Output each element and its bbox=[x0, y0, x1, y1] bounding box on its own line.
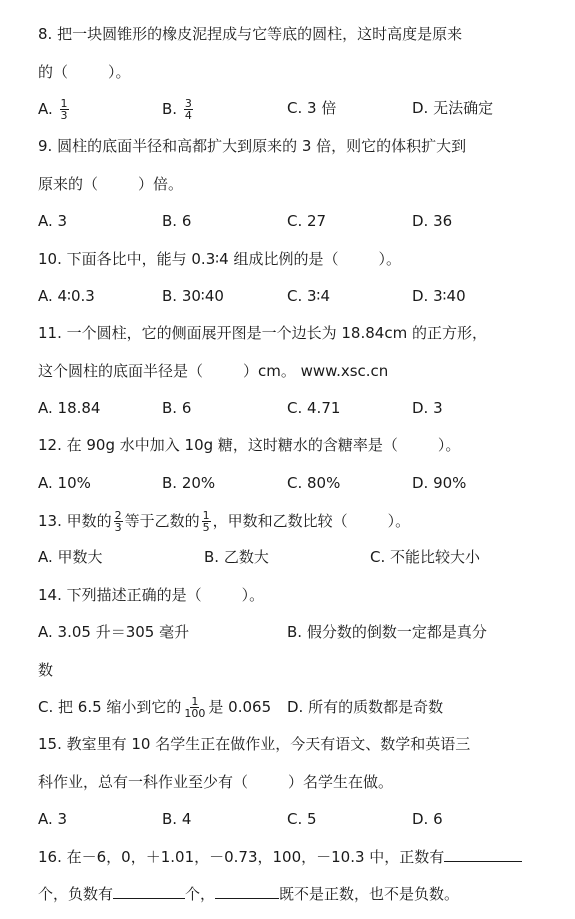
q8-option-c: C. 3 倍 bbox=[287, 99, 337, 117]
q14-option-b-line1: B. 假分数的倒数一定都是真分 bbox=[287, 623, 487, 641]
q12-option-c: C. 80% bbox=[287, 474, 341, 492]
answer-underline bbox=[113, 884, 185, 899]
q13-option-b: B. 乙数大 bbox=[204, 548, 269, 566]
q9-option-b: B. 6 bbox=[162, 212, 192, 230]
answer-underline bbox=[444, 847, 522, 862]
q11-option-c: C. 4.71 bbox=[287, 399, 341, 417]
q13-option-c: C. 不能比较大小 bbox=[370, 548, 481, 566]
q14-option-c: C. 把 6.5 缩小到它的 $\frac{1}{100}$ 是 0.065 bbox=[38, 695, 272, 720]
q14-stem: 14. 下列描述正确的是（ ）。 bbox=[38, 586, 265, 604]
fraction: $\frac{1}{100}$ bbox=[184, 695, 206, 720]
q10-option-c: C. 3∶4 bbox=[287, 287, 331, 305]
q12-option-d: D. 90% bbox=[412, 474, 467, 492]
q10-option-b: B. 30∶40 bbox=[162, 287, 224, 305]
q15-option-c: C. 5 bbox=[287, 810, 317, 828]
q13-stem: 13. 甲数的 $\frac{2}{3}$ 等于乙数的 $\frac{1}{5}$ ，甲数和乙数比较（ ）。 bbox=[38, 509, 411, 534]
q14-option-b-line2: 数 bbox=[38, 661, 54, 679]
q8-option-a: A. $\frac{1}{3}$ bbox=[38, 97, 68, 122]
q16-stem-line2: 个，负数有 个， 既不是正数，也不是负数。 bbox=[38, 885, 460, 903]
q15-option-a: A. 3 bbox=[38, 810, 68, 828]
q14-option-d: D. 所有的质数都是奇数 bbox=[287, 698, 444, 716]
q10-option-d: D. 3∶40 bbox=[412, 287, 466, 305]
q14-option-a: A. 3.05 升＝305 毫升 bbox=[38, 623, 190, 641]
q11-option-d: D. 3 bbox=[412, 399, 443, 417]
q9-option-d: D. 36 bbox=[412, 212, 453, 230]
q9-option-a: A. 3 bbox=[38, 212, 68, 230]
q15-stem-line1: 15. 教室里有 10 名学生正在做作业，今天有语文、数学和英语三 bbox=[38, 735, 471, 753]
q12-option-a: A. 10% bbox=[38, 474, 91, 492]
q11-option-b: B. 6 bbox=[162, 399, 192, 417]
q16-stem-line1: 16. 在－6，0，＋1.01，－0.73，100，－10.3 中，正数有 bbox=[38, 847, 522, 867]
q12-stem: 12. 在 90g 水中加入 10g 糖，这时糖水的含糖率是（ ）。 bbox=[38, 436, 461, 454]
answer-underline bbox=[215, 884, 279, 899]
q12-option-b: B. 20% bbox=[162, 474, 216, 492]
q11-option-a: A. 18.84 bbox=[38, 399, 101, 417]
q9-stem-line1: 9. 圆柱的底面半径和高都扩大到原来的 3 倍，则它的体积扩大到 bbox=[38, 137, 467, 155]
fraction: $\frac{2}{3}$ bbox=[114, 509, 122, 534]
q10-stem: 10. 下面各比中，能与 0.3∶4 组成比例的是（ ）。 bbox=[38, 250, 401, 268]
q15-option-d: D. 6 bbox=[412, 810, 443, 828]
q9-stem-line2: 原来的（ ）倍。 bbox=[38, 175, 184, 193]
q8-stem-line1: 8. 把一块圆锥形的橡皮泥捏成与它等底的圆柱，这时高度是原来 bbox=[38, 25, 463, 43]
q8-option-b: B. $\frac{3}{4}$ bbox=[162, 97, 192, 122]
q10-option-a: A. 4∶0.3 bbox=[38, 287, 95, 305]
q8-stem-line2: 的（ ）。 bbox=[38, 63, 131, 81]
q11-stem-line1: 11. 一个圆柱，它的侧面展开图是一个边长为 18.84cm 的正方形， bbox=[38, 324, 487, 342]
q15-option-b: B. 4 bbox=[162, 810, 192, 828]
fraction: $\frac{1}{3}$ bbox=[60, 97, 68, 122]
q13-option-a: A. 甲数大 bbox=[38, 548, 103, 566]
q8-option-d: D. 无法确定 bbox=[412, 99, 494, 117]
q11-stem-line2: 这个圆柱的底面半径是（ ）cm。 www.xsc.cn bbox=[38, 362, 389, 380]
fraction: $\frac{1}{5}$ bbox=[202, 509, 210, 534]
fraction: $\frac{3}{4}$ bbox=[184, 97, 192, 122]
q9-option-c: C. 27 bbox=[287, 212, 327, 230]
q15-stem-line2: 科作业，总有一科作业至少有（ ）名学生在做。 bbox=[38, 773, 394, 791]
